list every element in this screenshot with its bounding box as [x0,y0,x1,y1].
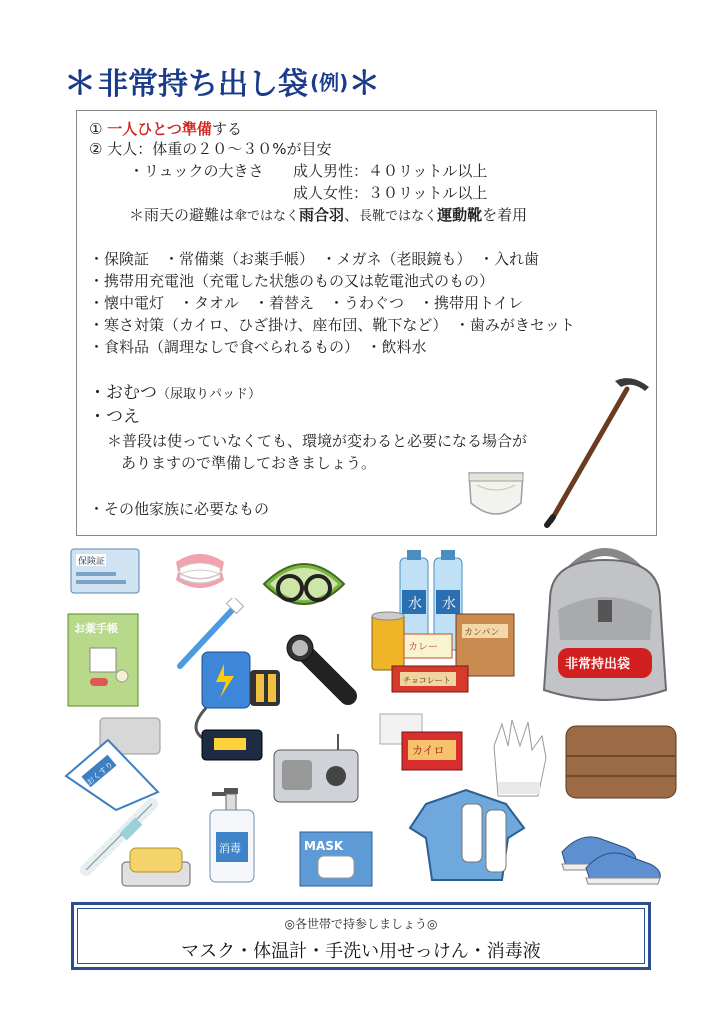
rain-note-e: 長靴ではなく [359,209,438,224]
info-box [76,110,657,536]
insurance-card-icon [70,548,140,594]
rain-note [129,205,527,227]
mobile-battery-icon [176,650,282,766]
kairo-label: カイロ [412,744,445,757]
clothes-icon [406,784,556,892]
medicine-notebook-icon [66,612,140,708]
heat-pack-icon [376,712,466,774]
female-capacity: 成人女性：３０リットル以上 [293,184,488,202]
item-one-rest: する [211,120,242,138]
backpack-icon [530,540,680,710]
water-label-2: 水 [442,596,456,612]
disinfectant-icon [202,786,262,884]
list-item: ・寒さ対策（カイロ、ひざ掛け、座布団、靴下など） ・歯みがきセット [89,316,575,334]
item-one [89,119,242,139]
rain-note-g: を着用 [482,206,528,224]
list-item: ・保険証 ・常備薬（お薬手帳） ・メガネ（老眼鏡も） ・入れ歯 [89,250,540,268]
page-title [64,58,380,102]
title-asterisk-left: ＊ [64,64,97,102]
cane-item: ・つえ [89,407,140,427]
diaper-label: ・おむつ [89,383,157,403]
diaper-icon [463,463,529,527]
blanket-icon [560,716,682,808]
mask-box-icon [296,826,380,888]
kanpan-label: カンパン [464,628,500,638]
rain-note-f: 運動靴 [437,206,483,224]
soap-icon [120,842,192,890]
diaper-item [89,383,261,405]
rain-note-d: 、 [344,206,360,224]
rain-note-b: 傘ではなく [234,209,300,224]
flashlight-icon [284,634,364,712]
footer-box [71,902,651,970]
title-main: 非常持ち出し袋 [98,67,309,102]
footer-inner [77,908,645,964]
footer-main: マスク・体温計・手洗い用せっけん・消毒液 [181,941,541,962]
cane-icon [541,373,659,529]
item-one-highlight: 一人ひとつ準備 [107,120,212,138]
item-two: ② 大人：体重の２０～３０%が目安 [89,140,332,158]
diaper-sub: （尿取りパッド） [157,387,262,402]
list-item: ・懐中電灯 ・タオル ・着替え ・うわぐつ ・携帯用トイレ [89,294,524,312]
rain-note-a: ＊雨天の避難は [129,206,235,224]
rain-note-c: 雨合羽 [299,206,345,224]
medicine-bag-label: おくすり [84,759,115,788]
backpack-label: 非常持出袋 [565,657,631,672]
radio-icon [268,732,364,806]
note-line-1: ＊普段は使っていなくても、環境が変わると必要になる場合が [107,432,528,450]
dentures-icon [172,550,228,594]
others-item: ・その他家族に必要なもの [89,500,270,518]
medicine-notebook-label: お薬手帳 [74,622,118,635]
glasses-case-icon [256,544,352,630]
sneakers-icon [556,816,668,888]
list-item: ・食料品（調理なしで食べられるもの） ・飲料水 [89,338,427,356]
water-label-1: 水 [408,596,422,612]
title-asterisk-right: ＊ [348,64,381,102]
emergency-food-icon [370,610,516,694]
mask-label: MASK [304,839,344,853]
title-paren: (例) [310,70,349,95]
note-line-2: ありますので準備しておきましょう。 [121,454,377,472]
disinfectant-label: 消毒 [219,842,241,855]
item-one-number: ① [89,120,103,138]
footer-sub: ◎各世帯で持参しましょう◎ [284,917,438,931]
insurance-card-label: 保険証 [78,557,106,567]
chocolate-label: チョコレート [403,676,451,685]
backpack-size-label: ・リュックの大きさ [129,162,264,180]
male-capacity: 成人男性：４０リットル以上 [293,162,488,180]
list-item: ・携帯用充電池（充電した状態のもの又は乾電池式のもの） [89,272,495,290]
curry-label: カレー [408,642,438,653]
